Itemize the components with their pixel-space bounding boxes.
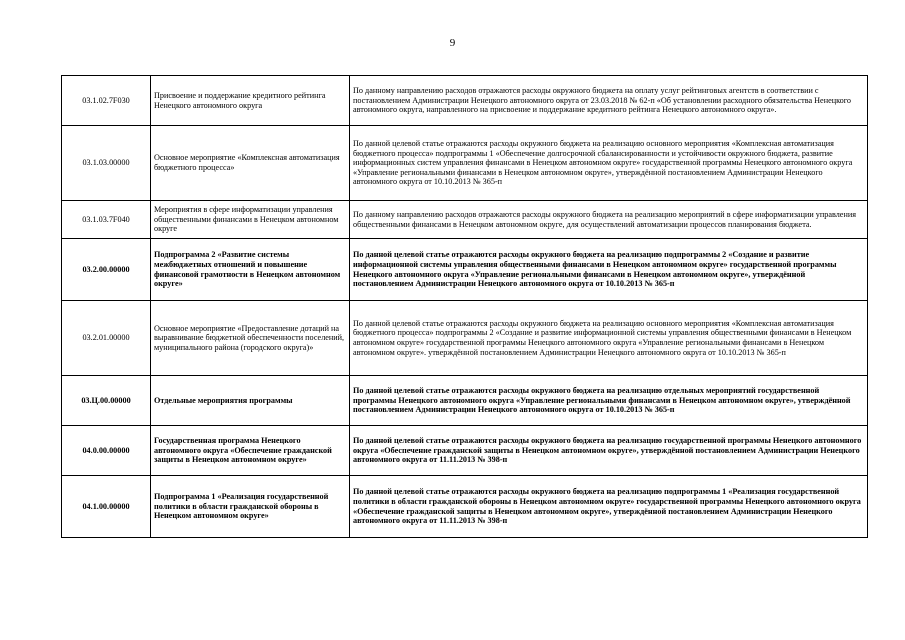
row-code: 04.1.00.00000 [62, 476, 151, 538]
row-description: По данной целевой статье отражаются расходы окружного бюджета на реализацию отдельных мероприятий государственной программы Ненецкого автономного округа «Управление региональными финансами в Ненецком автономном округе», утверждённой постановлением Администрации Ненецкого автономного округа от 10.10.2013 № 365-п [350, 376, 868, 426]
row-name: Присвоение и поддержание кредитного рейтинга Ненецкого автономного округа [151, 76, 350, 126]
table-row [62, 76, 868, 126]
table-row [62, 239, 868, 301]
row-code: 03.2.01.00000 [62, 301, 151, 376]
row-name: Государственная программа Ненецкого автономного округа «Обеспечение гражданской защиты в Ненецком автономном округе» [151, 426, 350, 476]
row-code: 03.1.02.7F030 [62, 76, 151, 126]
table-row [62, 301, 868, 376]
row-description: По данному направлению расходов отражаются расходы окружного бюджета на оплату услуг рейтинговых агентств в соответствии с постановлением Администрации Ненецкого автономного округа от 23.03.2018 № 62-п «Об установлении расходного обязательства Ненецкого автономного округа, направленного на присвоение и поддержание кредитного рейтинга Ненецкого автономного округа». [350, 76, 868, 126]
row-name: Мероприятия в сфере информатизации управления общественными финансами в Ненецком автономном округе [151, 201, 350, 239]
table-row [62, 476, 868, 538]
row-description: По данной целевой статье отражаются расходы окружного бюджета на реализацию подпрограммы 1 «Реализация государственной политики в области гражданской обороны в Ненецком автономном округе» государственной программы Ненецкого автономного округа «Обеспечение гражданской защиты в Ненецком автономном округе», утверждённой постановлением Администрации Ненецкого автономного округа от 11.11.2013 № 398-п [350, 476, 868, 538]
row-code: 03.1.03.00000 [62, 126, 151, 201]
row-description: По данной целевой статье отражаются расходы окружного бюджета на реализацию подпрограммы 2 «Создание и развитие информационной системы управления общественными финансами в Ненецком автономном округе» государственной программы Ненецкого автономного округа «Управление региональными финансами в Ненецком автономном округе», утверждённой постановлением Администрации Ненецкого автономного округа от 10.10.2013 № 365-п [350, 239, 868, 301]
row-name: Отдельные мероприятия программы [151, 376, 350, 426]
row-name: Подпрограмма 2 «Развитие системы межбюджетных отношений и повышение финансовой грамотности в Ненецком автономном округе» [151, 239, 350, 301]
row-description: По данному направлению расходов отражаются расходы окружного бюджета на реализацию мероприятий в сфере информатизации управления общественными финансами в Ненецком автономном округе, для осуществлений автоматизации процессов планирования бюджета. [350, 201, 868, 239]
row-code: 04.0.00.00000 [62, 426, 151, 476]
row-name: Основное мероприятие «Комплексная автоматизация бюджетного процесса» [151, 126, 350, 201]
row-name: Подпрограмма 1 «Реализация государственной политики в области гражданской обороны в Ненецком автономном округе» [151, 476, 350, 538]
row-code: 03.2.00.00000 [62, 239, 151, 301]
row-description: По данной целевой статье отражаются расходы окружного бюджета на реализацию государственной программы Ненецкого автономного округа «Обеспечение гражданской защиты в Ненецком автономном округе», утверждённой постановлением Администрации Ненецкого автономного округа от 11.11.2013 № 398-п [350, 426, 868, 476]
table-row [62, 201, 868, 239]
page-number: 9 [449, 37, 456, 49]
table-row [62, 126, 868, 201]
row-description: По данной целевой статье отражаются расходы окружного бюджета на реализацию основного мероприятия «Комплексная автоматизация бюджетного процесса» подпрограммы 1 «Обеспечение долгосрочной сбалансированности и устойчивости окружного бюджета, развитие информационных систем управления финансами в Ненецком автономном округе» государственной программы Ненецкого автономного округа «Управление региональными финансами в Ненецком автономном округе», утверждённой постановлением Администрации Ненецкого автономного округа от 10.10.2013 № 365-п [350, 126, 868, 201]
budget-classification-table [61, 75, 868, 538]
row-code: 03.1.03.7F040 [62, 201, 151, 239]
row-description: По данной целевой статье отражаются расходы окружного бюджета на реализацию основного мероприятия «Комплексная автоматизация бюджетного процесса» подпрограммы 2 «Создание и развитие информационной системы управления общественными финансами в Ненецком автономном округе» государственной программы Ненецкого автономного округа «Управление региональными финансами в Ненецком автономном округе». утверждённой постановлением Администрации Ненецкого автономного округа от 10.10.2013 № 365-п [350, 301, 868, 376]
table-row [62, 376, 868, 426]
row-name: Основное мероприятие «Предоставление дотаций на выравнивание бюджетной обеспеченности поселений, муниципального района (городского округа)» [151, 301, 350, 376]
table-row [62, 426, 868, 476]
row-code: 03.Ц.00.00000 [62, 376, 151, 426]
